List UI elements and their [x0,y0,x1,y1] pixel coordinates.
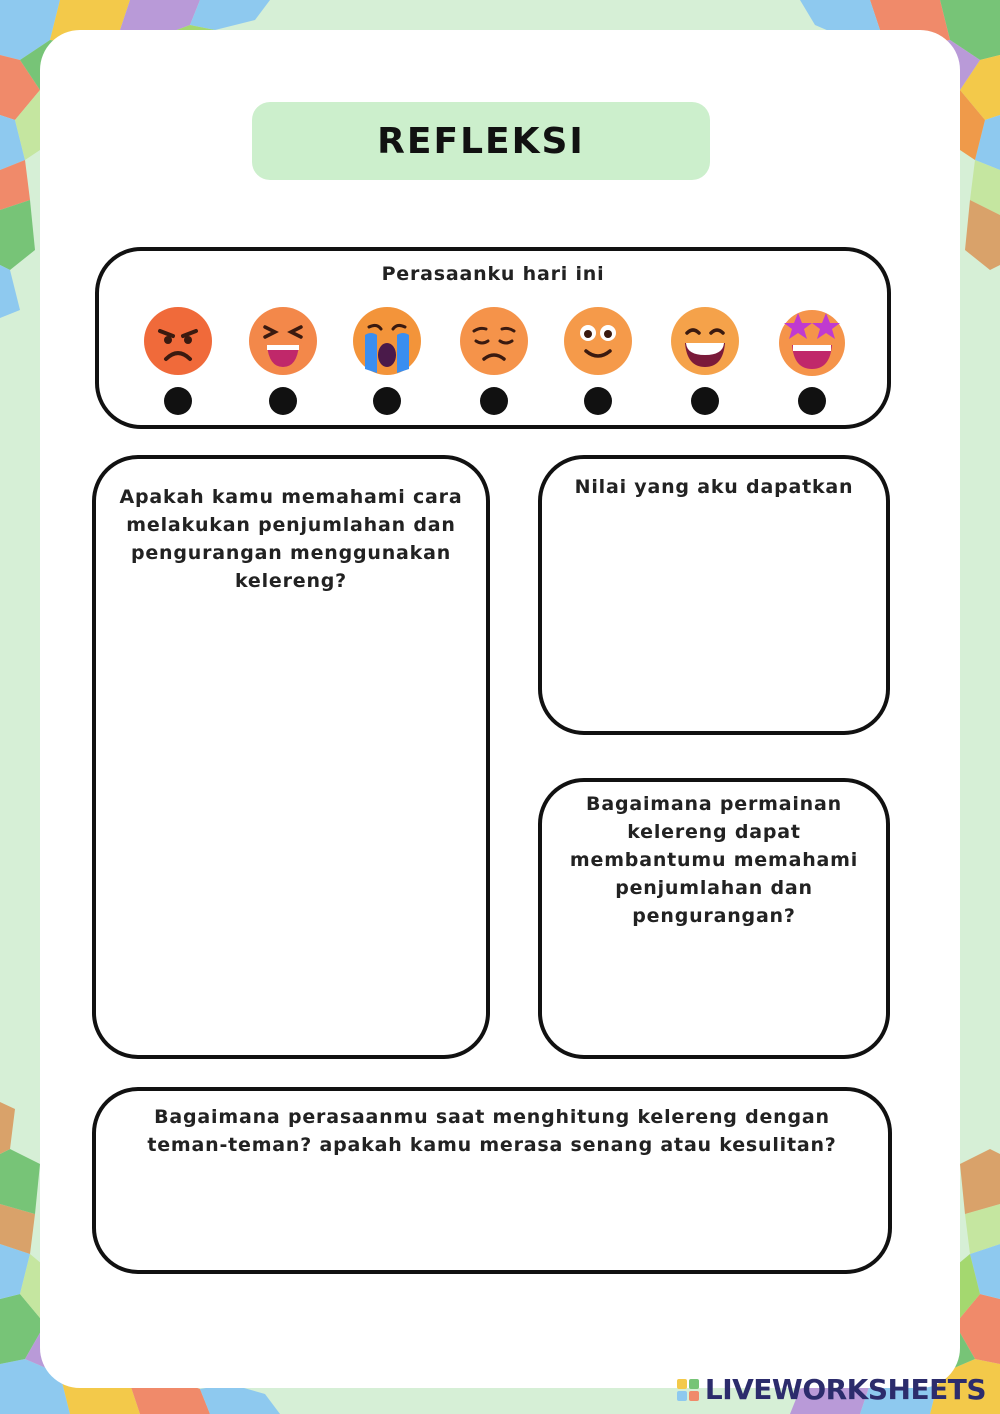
feeling-radio-1[interactable] [164,387,192,415]
feeling-option-pensive [449,305,539,415]
grinning-face-icon [669,305,741,377]
feeling-option-tired [238,305,328,415]
tired-face-icon [247,305,319,377]
feeling-radio-5[interactable] [584,387,612,415]
feeling-question: Bagaimana perasaanmu saat menghitung kelereng dengan teman-teman? apakah kamu merasa senang atau kesulitan? [147,1106,837,1156]
angry-face-icon [142,305,214,377]
feelings-title: Perasaanku hari ini [381,263,605,285]
feeling-option-star-struck [767,305,857,415]
game-question: Bagaimana permainan kelereng dapat membantumu memahami penjumlahan dan pengurangan? [569,793,859,927]
score-box[interactable] [538,455,890,735]
feeling-radio-3[interactable] [373,387,401,415]
feeling-option-crying [342,305,432,415]
liveworksheets-icon [677,1379,699,1401]
feeling-question-box[interactable] [92,1087,892,1274]
star-struck-face-icon [776,305,848,377]
liveworksheets-logo [677,1373,986,1406]
game-question-box[interactable] [538,778,890,1059]
feeling-option-angry [133,305,223,415]
understanding-question-box[interactable] [92,455,490,1059]
pensive-face-icon [458,305,530,377]
title-banner [252,102,710,180]
feeling-radio-2[interactable] [269,387,297,415]
page-title: REFLEKSI [377,120,585,162]
smiling-face-icon [562,305,634,377]
brand-name: LIVEWORKSHEETS [704,1373,986,1406]
feeling-radio-7[interactable] [798,387,826,415]
feeling-option-grinning [660,305,750,415]
feeling-radio-4[interactable] [480,387,508,415]
feelings-box [95,247,891,429]
feeling-radio-6[interactable] [691,387,719,415]
understanding-question: Apakah kamu memahami cara melakukan penjumlahan dan pengurangan menggunakan kelereng? [119,486,463,592]
score-label: Nilai yang aku dapatkan [574,476,854,498]
feeling-option-smiling [553,305,643,415]
crying-face-icon [351,305,423,377]
